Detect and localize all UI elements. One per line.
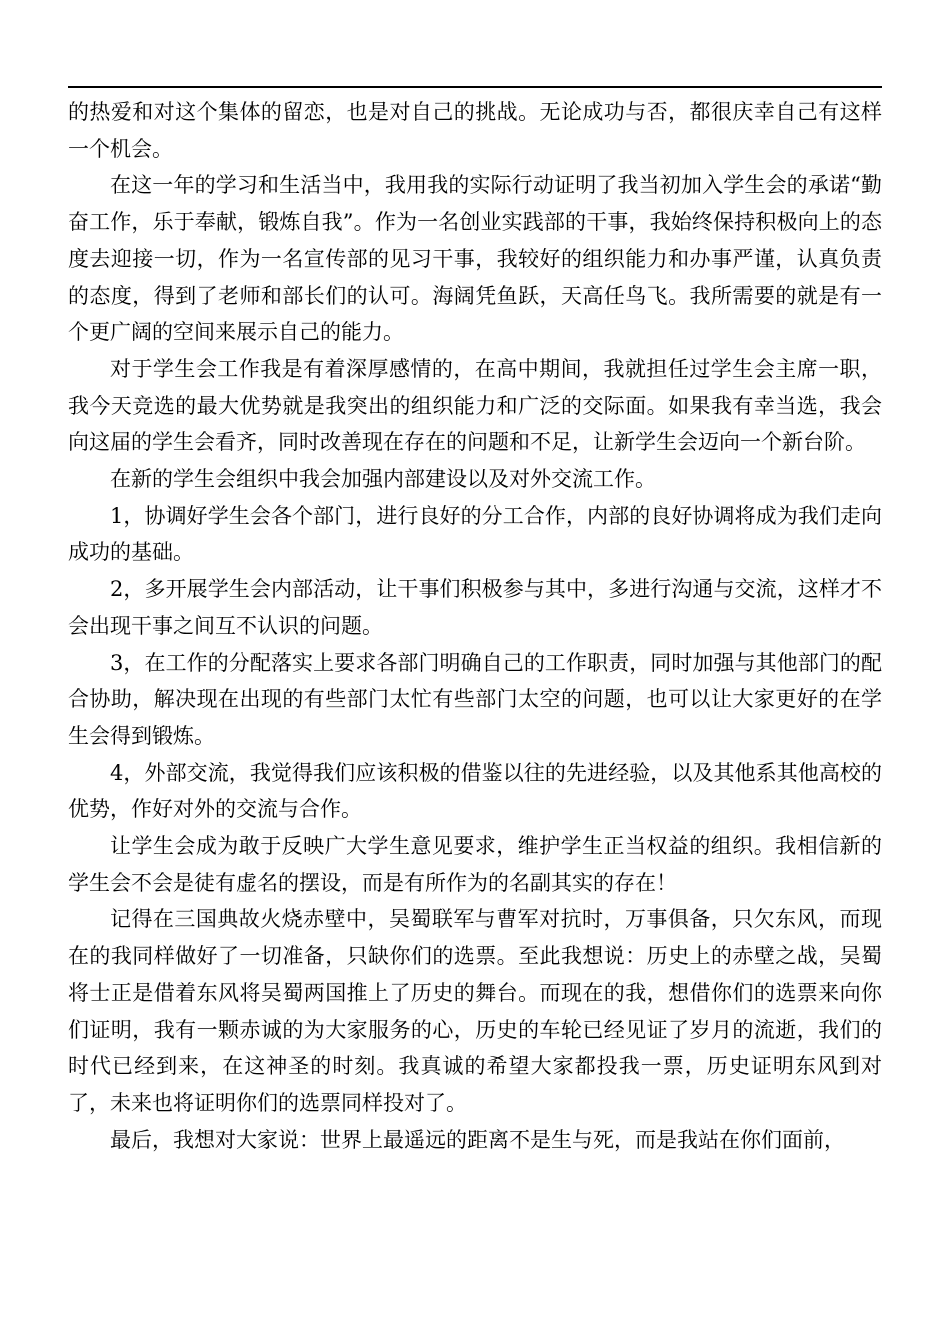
paragraph-11: 最后，我想对大家说：世界上最遥远的距离不是生与死，而是我站在你们面前， [110,1127,845,1152]
paragraph-6: 2，多开展学生会内部活动，让干事们积极参与其中，多进行沟通与交流，这样才不会出现干事之间互不认识的问题。 [68,577,882,638]
paragraph-4: 在新的学生会组织中我会加强内部建设以及对外交流工作。 [110,467,656,492]
paragraph-1: 的热爱和对这个集体的留恋，也是对自己的挑战。无论成功与否，都很庆幸自己有这样一个机会。 [68,100,882,161]
paragraph-10: 记得在三国典故火烧赤壁中，吴蜀联军与曹军对抗时，万事俱备，只欠东风，而现在的我同样做好了一切准备，只缺你们的选票。至此我想说：历史上的赤壁之战，吴蜀将士正是借着东风将吴蜀两国推上了历史的舞台。而现在的我，想借你们的选票来向你们证明，我有一颗赤诚的为大家服务的心，历史的车轮已经见证了岁月的流逝，我们的时代已经到来，在这神圣的时刻。我真诚的希望大家都投我一票，历史证明东风到对了，未来也将证明你们的选票同样投对了。 [68,907,882,1115]
paragraph-5: 1，协调好学生会各个部门，进行良好的分工合作，内部的良好协调将成为我们走向成功的基础。 [68,503,882,565]
document-body [68,94,882,1158]
paragraph-3: 对于学生会工作我是有着深厚感情的，在高中期间，我就担任过学生会主席一职，我今天竞选的最大优势就是我突出的组织能力和广泛的交际面。如果我有幸当选，我会向这届的学生会看齐，同时改善现在存在的问题和不足，让新学生会迈向一个新台阶。 [68,356,882,455]
paragraph-7: 3，在工作的分配落实上要求各部门明确自己的工作职责，同时加强与其他部门的配合协助，解决现在出现的有些部门太忙有些部门太空的问题，也可以让大家更好的在学生会得到锻炼。 [68,650,882,748]
paragraph-8: 4，外部交流，我觉得我们应该积极的借鉴以往的先进经验，以及其他系其他高校的优势，作好对外的交流与合作。 [68,760,882,822]
paragraph-2: 在这一年的学习和生活当中，我用我的实际行动证明了我当初加入学生会的承诺“勤奋工作，乐于奉献，锻炼自我”。作为一名创业实践部的干事，我始终保持积极向上的态度去迎接一切，作为一名宣传部的见习干事，我较好的组织能力和办事严谨，认真负责的态度，得到了老师和部长们的认可。海阔凭鱼跃，天高任鸟飞。我所需要的就是有一个更广阔的空间来展示自己的能力。 [68,173,882,345]
header-rule [68,86,882,88]
paragraph-9: 让学生会成为敢于反映广大学生意见要求，维护学生正当权益的组织。我相信新的学生会不会是徒有虚名的摆设，而是有所作为的名副其实的存在！ [68,834,882,895]
